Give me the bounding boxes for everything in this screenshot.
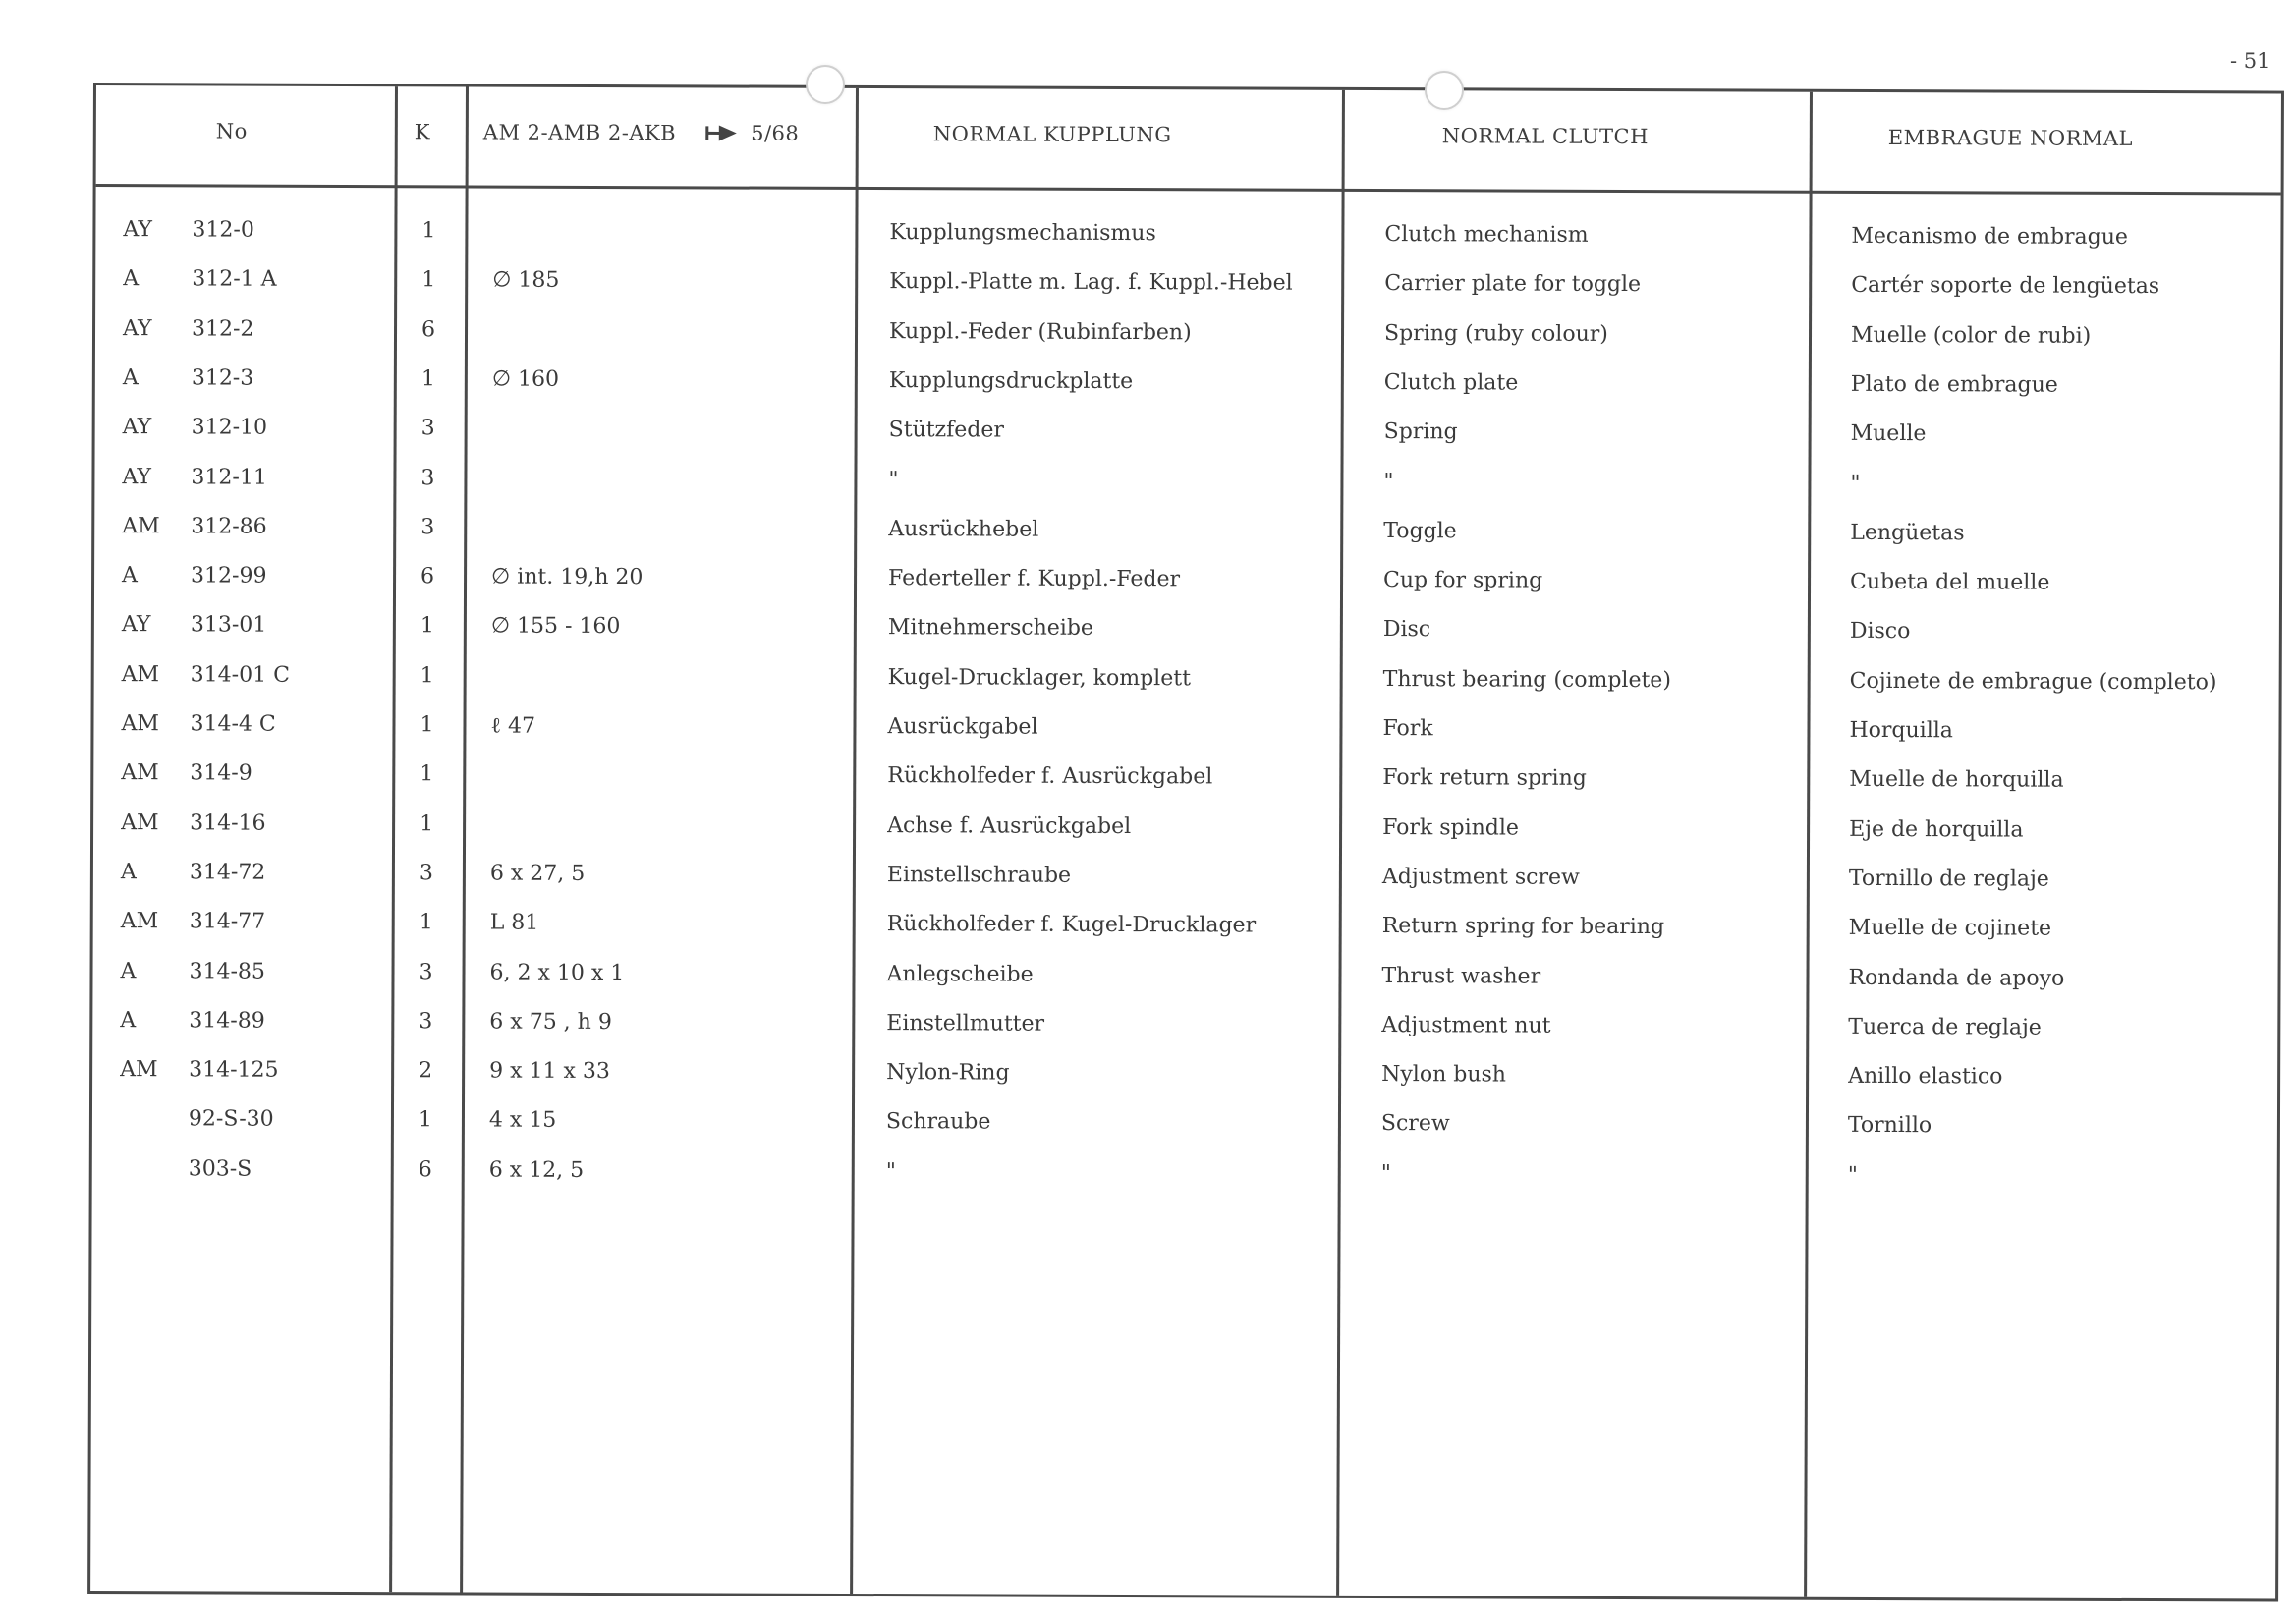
quantity: 3	[420, 416, 435, 441]
quantity: 1	[420, 761, 434, 787]
description-english: Screw	[1380, 1111, 1450, 1137]
part-prefix: AM	[121, 810, 159, 835]
punch-hole	[1425, 71, 1464, 110]
part-number: 312-0	[192, 217, 254, 243]
dimension: 6 x 75 , h 9	[489, 1009, 612, 1035]
dimension: ℓ 47	[490, 713, 536, 739]
description-spanish: Cubeta del muelle	[1850, 569, 2050, 595]
description-english: Fork	[1382, 716, 1433, 742]
header-no: No	[215, 119, 248, 143]
dimension: 4 x 15	[488, 1107, 557, 1134]
description-german: Mitnehmerscheibe	[887, 615, 1094, 642]
table-row	[94, 514, 2279, 562]
punch-hole	[806, 65, 845, 104]
part-number: 312-86	[191, 514, 267, 539]
part-number: 312-99	[191, 563, 267, 588]
description-german: Rückholfeder f. Ausrückgabel	[887, 763, 1213, 790]
description-spanish: Horquilla	[1849, 717, 1953, 744]
part-prefix: A	[120, 958, 137, 983]
description-german: Einstellmutter	[886, 1010, 1045, 1036]
description-english: Thrust bearing (complete)	[1382, 666, 1671, 693]
page-number: - 51	[2230, 49, 2270, 73]
quantity: 1	[420, 662, 434, 689]
part-prefix: AM	[121, 711, 159, 737]
part-number: 314-89	[189, 1008, 265, 1034]
quantity: 1	[418, 1107, 432, 1133]
description-english: Fork return spring	[1382, 765, 1587, 792]
part-number: 314-72	[189, 860, 266, 885]
part-prefix: A	[123, 266, 140, 292]
description-spanish: Muelle de horquilla	[1849, 767, 2064, 794]
description-german: Anlegscheibe	[886, 961, 1034, 987]
part-prefix: AM	[121, 760, 159, 786]
description-english: Disc	[1382, 617, 1431, 643]
part-number: 314-9	[190, 760, 252, 786]
description-spanish: Plato de embrague	[1850, 371, 2058, 398]
quantity: 1	[419, 910, 433, 935]
part-number: 312-3	[191, 365, 254, 391]
table-row	[95, 415, 2280, 463]
description-spanish: "	[1850, 471, 1861, 496]
description-spanish: Eje de horquilla	[1849, 816, 2024, 843]
header-model-label: AM 2-AMB 2-AKB	[482, 120, 677, 145]
table-row	[93, 811, 2278, 859]
table-row	[95, 266, 2280, 314]
description-english: Spring	[1383, 420, 1458, 445]
description-spanish: Disco	[1849, 619, 1911, 644]
quantity: 1	[420, 811, 434, 836]
part-number: 92-S-30	[188, 1106, 274, 1133]
description-german: Kupplungsdruckplatte	[888, 368, 1134, 394]
table-row	[95, 365, 2280, 414]
description-spanish: Tuerca de reglaje	[1848, 1014, 2042, 1040]
dimension: ∅ int. 19,h 20	[491, 564, 644, 590]
header-model	[483, 121, 800, 147]
table-row	[92, 959, 2277, 1007]
description-german: Ausrückhebel	[888, 516, 1039, 542]
description-english: Toggle	[1383, 518, 1457, 544]
table-row	[93, 711, 2278, 759]
table-row	[92, 1008, 2277, 1056]
description-english: Cup for spring	[1383, 568, 1543, 593]
dimension: 6, 2 x 10 x 1	[489, 960, 625, 985]
quantity: 3	[419, 861, 433, 886]
description-english: Nylon bush	[1381, 1062, 1507, 1088]
header-spanish: EMBRAGUE NORMAL	[1887, 126, 2134, 150]
quantity: 1	[421, 218, 436, 244]
dimension: L 81	[489, 910, 539, 935]
dimension: 6 x 27, 5	[489, 861, 586, 886]
description-english: Adjustment nut	[1381, 1012, 1551, 1038]
quantity: 6	[420, 564, 435, 589]
description-spanish: Muelle de cojinete	[1848, 916, 2052, 941]
quantity: 1	[420, 712, 434, 738]
description-english: "	[1380, 1160, 1391, 1186]
part-number: 312-1 A	[192, 266, 277, 293]
part-prefix: A	[122, 365, 139, 391]
description-german: Nylon-Ring	[886, 1060, 1010, 1086]
dimension: 9 x 11 x 33	[489, 1058, 610, 1085]
description-spanish: Rondanda de apoyo	[1848, 965, 2065, 991]
header-divider	[96, 184, 2281, 196]
dimension: ∅ 155 - 160	[490, 613, 621, 640]
description-german: Rückholfeder f. Kugel-Drucklager	[886, 912, 1257, 938]
description-german: Kuppl.-Platte m. Lag. f. Kuppl.-Hebel	[889, 269, 1293, 296]
part-prefix: AY	[122, 464, 152, 489]
description-spanish: Tornillo de reglaje	[1848, 866, 2049, 892]
part-prefix: A	[122, 563, 139, 588]
header-english: NORMAL CLUTCH	[1441, 124, 1650, 149]
description-spanish: Tornillo	[1847, 1113, 1932, 1139]
quantity: 1	[421, 267, 436, 293]
part-number: 314-4 C	[190, 711, 276, 737]
table-row	[93, 760, 2278, 809]
page-background-top	[0, 0, 2296, 79]
part-number: 303-S	[188, 1156, 252, 1182]
description-english: Clutch plate	[1383, 369, 1519, 396]
description-spanish: Muelle (color de rubi)	[1850, 322, 2092, 349]
part-number: 312-11	[191, 464, 267, 490]
quantity: 1	[420, 366, 435, 392]
part-number: 312-10	[191, 415, 268, 440]
table-row	[94, 465, 2279, 513]
description-german: Achse f. Ausrückgabel	[887, 812, 1132, 839]
part-prefix: AY	[121, 612, 151, 638]
description-english: Thrust washer	[1381, 963, 1541, 989]
description-german: Kugel-Drucklager, komplett	[887, 664, 1192, 691]
part-prefix: AY	[122, 415, 152, 440]
part-number: 312-2	[191, 315, 254, 342]
description-english: "	[1383, 469, 1394, 494]
part-prefix: A	[120, 1007, 137, 1033]
part-prefix: AM	[121, 661, 160, 687]
quantity: 3	[419, 1009, 433, 1035]
description-german: Stützfeder	[888, 418, 1004, 443]
part-prefix: AY	[123, 217, 153, 243]
part-number: 314-85	[189, 958, 265, 984]
quantity: 6	[418, 1156, 432, 1183]
part-number: 314-125	[189, 1057, 279, 1083]
part-prefix: AM	[122, 513, 160, 539]
table-row	[92, 1057, 2277, 1105]
description-german: Kuppl.-Feder (Rubinfarben)	[888, 318, 1192, 345]
description-spanish: Cartér soporte de lengüetas	[1851, 273, 2160, 300]
quantity: 3	[420, 465, 435, 490]
description-english: Carrier plate for toggle	[1384, 271, 1642, 298]
table-row	[93, 860, 2278, 908]
part-number: 314-16	[190, 810, 266, 836]
description-german: "	[885, 1158, 896, 1184]
description-english: Return spring for bearing	[1381, 914, 1665, 940]
table-row	[92, 1106, 2277, 1154]
description-spanish: Mecanismo de embrague	[1851, 223, 2129, 250]
description-german: "	[888, 467, 899, 492]
part-prefix: AY	[122, 315, 152, 341]
part-prefix: AM	[120, 1057, 158, 1083]
description-german: Kupplungsmechanismus	[889, 220, 1156, 247]
dimension: 6 x 12, 5	[488, 1157, 585, 1183]
dimension: ∅ 160	[491, 366, 560, 392]
description-german: Schraube	[885, 1109, 991, 1135]
description-spanish: Anillo elastico	[1848, 1063, 2003, 1090]
quantity: 2	[419, 1058, 433, 1084]
description-english: Fork spindle	[1382, 814, 1520, 841]
description-english: Clutch mechanism	[1384, 222, 1589, 248]
part-number: 314-01 C	[190, 662, 290, 688]
table-row	[95, 316, 2280, 364]
part-prefix: A	[120, 860, 137, 885]
description-english: Spring (ruby colour)	[1383, 320, 1608, 347]
header-model-ref: 5/68	[751, 121, 800, 145]
table-row	[94, 563, 2279, 611]
description-english: Adjustment screw	[1381, 864, 1580, 890]
description-german: Federteller f. Kuppl.-Feder	[888, 566, 1181, 592]
table-row	[95, 217, 2280, 265]
parts-table	[87, 83, 2284, 1602]
quantity: 3	[420, 515, 435, 540]
description-spanish: Lengüetas	[1850, 520, 1965, 546]
description-spanish: Cojinete de embrague (completo)	[1849, 668, 2217, 695]
header-german: NORMAL KUPPLUNG	[932, 122, 1172, 147]
quantity: 3	[419, 959, 433, 984]
table-row	[93, 909, 2278, 957]
table-row	[94, 612, 2279, 660]
description-spanish: "	[1847, 1162, 1858, 1188]
description-spanish: Muelle	[1850, 421, 1927, 447]
quantity: 6	[420, 316, 436, 342]
description-german: Ausrückgabel	[887, 714, 1038, 740]
table-row	[92, 1156, 2277, 1204]
dimension: ∅ 185	[492, 267, 560, 294]
part-number: 313-01	[190, 612, 267, 639]
table-row	[94, 662, 2279, 710]
description-german: Einstellschraube	[886, 862, 1072, 888]
part-prefix: AM	[120, 909, 159, 934]
header-k: K	[414, 120, 431, 144]
arrow-right-icon	[705, 123, 739, 146]
part-number: 314-77	[189, 909, 266, 934]
quantity: 1	[420, 613, 434, 639]
